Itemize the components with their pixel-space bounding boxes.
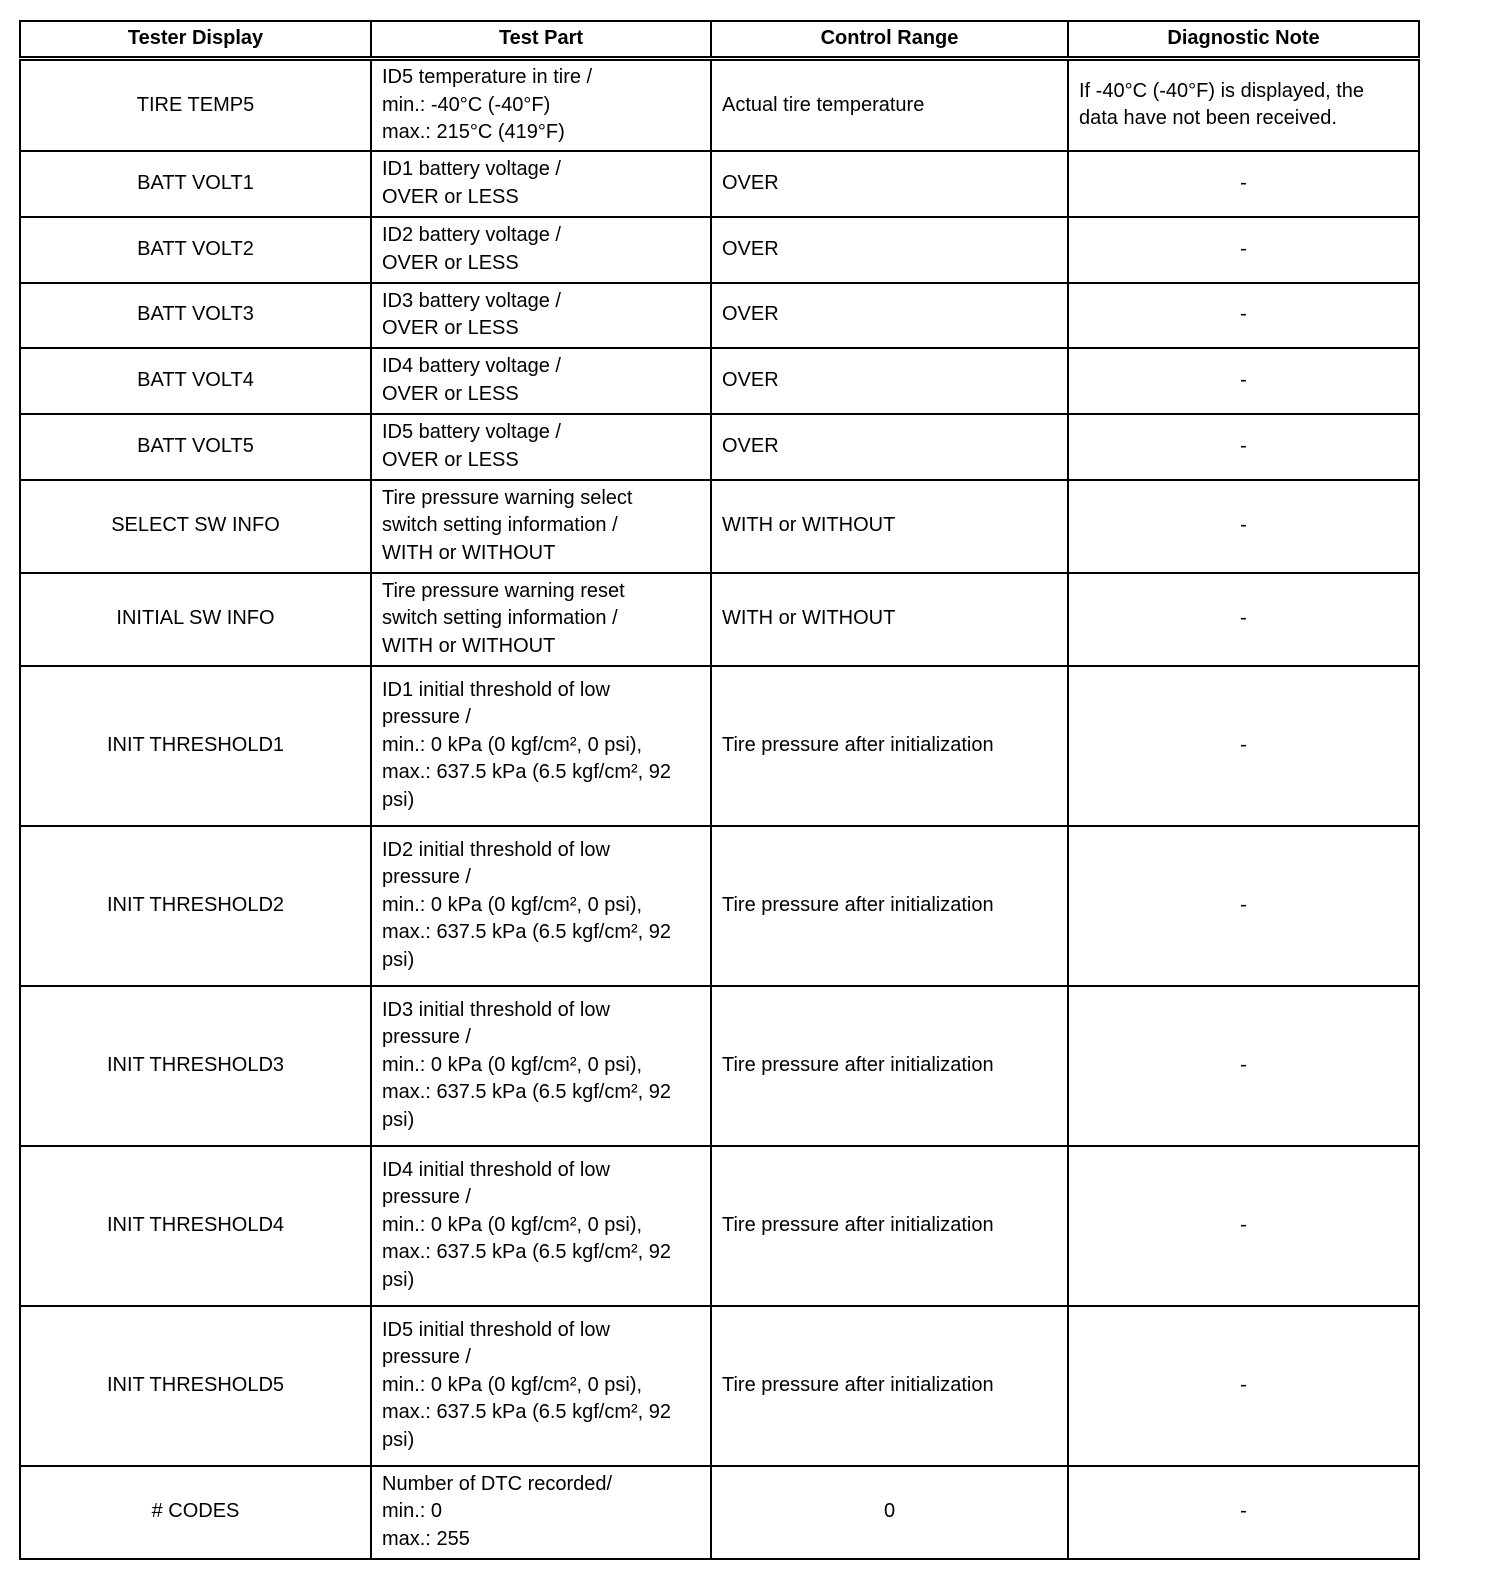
diagnostic-note-cell xyxy=(1068,480,1419,573)
test-part-line: max.: 637.5 kPa (6.5 kgf/cm², 92 xyxy=(382,1401,672,1424)
control-range-cell: WITH or WITHOUT xyxy=(711,480,1068,573)
tester-display-cell: INIT THRESHOLD4 xyxy=(20,1146,371,1306)
test-part-line: OVER or LESS xyxy=(382,382,519,405)
test-part-line: min.: 0 kPa (0 kgf/cm², 0 psi), xyxy=(382,893,643,916)
control-range-cell: OVER xyxy=(711,414,1068,480)
table-row xyxy=(20,1306,1419,1466)
test-part-cell xyxy=(371,414,711,480)
test-part-cell xyxy=(371,573,711,666)
diagnostic-note-line: - xyxy=(1240,733,1247,756)
test-part-line: max.: 215°C (419°F) xyxy=(382,121,565,143)
test-part-line: min.: 0 xyxy=(382,1500,443,1523)
test-part-line: switch setting information / xyxy=(382,514,618,537)
diagnostic-note-line: - xyxy=(1240,434,1247,457)
control-range-cell: OVER xyxy=(711,217,1068,283)
test-part-cell xyxy=(371,217,711,283)
test-part-line: Number of DTC recorded/ xyxy=(382,1472,613,1495)
header-control-range: Control Range xyxy=(711,21,1068,59)
table-row xyxy=(20,217,1419,283)
test-part-line: max.: 637.5 kPa (6.5 kgf/cm², 92 xyxy=(382,1241,672,1264)
diagnostic-note-line: - xyxy=(1240,607,1247,630)
test-part-line: ID3 initial threshold of low xyxy=(382,998,610,1021)
test-part-line: pressure / xyxy=(382,866,471,889)
tester-display-cell: INITIAL SW INFO xyxy=(20,573,371,666)
control-range-cell: OVER xyxy=(711,348,1068,414)
test-part-line: OVER or LESS xyxy=(382,251,519,274)
tester-display-cell: BATT VOLT5 xyxy=(20,414,371,480)
test-part-line: ID1 battery voltage / xyxy=(382,158,561,180)
diagnostic-note-cell xyxy=(1068,217,1419,283)
diagnostic-note-line: If -40°C (-40°F) is displayed, the xyxy=(1079,79,1364,102)
header-test-part: Test Part xyxy=(371,21,711,59)
tester-display-cell: BATT VOLT2 xyxy=(20,217,371,283)
test-part-line: min.: 0 kPa (0 kgf/cm², 0 psi), xyxy=(382,1053,643,1076)
control-range-cell: 0 xyxy=(711,1466,1068,1559)
diagnostic-note-line: - xyxy=(1240,171,1247,194)
diagnostic-note-cell xyxy=(1068,666,1419,826)
test-part-line: switch setting information / xyxy=(382,607,618,630)
tester-display-cell: TIRE TEMP5 xyxy=(20,59,371,151)
tester-display-cell: INIT THRESHOLD3 xyxy=(20,986,371,1146)
test-part-line: ID4 initial threshold of low xyxy=(382,1158,610,1181)
tester-display-cell: BATT VOLT1 xyxy=(20,151,371,217)
test-part-line: OVER or LESS xyxy=(382,185,519,208)
test-part-line: pressure / xyxy=(382,1346,471,1369)
test-part-line: psi) xyxy=(382,1428,415,1451)
test-part-cell xyxy=(371,283,711,348)
control-range-cell: Actual tire temperature xyxy=(711,59,1068,151)
table-row xyxy=(20,151,1419,217)
test-part-line: ID5 battery voltage / xyxy=(382,421,561,443)
test-part-line: min.: -40°C (-40°F) xyxy=(382,93,551,116)
table-row xyxy=(20,1466,1419,1559)
diagnostic-note-cell xyxy=(1068,151,1419,217)
tester-display-cell: INIT THRESHOLD5 xyxy=(20,1306,371,1466)
test-part-cell xyxy=(371,151,711,217)
tester-display-cell: BATT VOLT3 xyxy=(20,283,371,348)
header-tester-display: Tester Display xyxy=(20,21,371,59)
test-part-line: psi) xyxy=(382,1108,415,1131)
diagnostic-note-line: - xyxy=(1240,893,1247,916)
test-part-cell xyxy=(371,986,711,1146)
tester-display-cell: SELECT SW INFO xyxy=(20,480,371,573)
diagnostic-note-line: data have not been received. xyxy=(1079,107,1337,130)
diagnostic-note-line: - xyxy=(1240,1500,1247,1523)
test-part-cell xyxy=(371,826,711,986)
control-range-cell: OVER xyxy=(711,283,1068,348)
table-row xyxy=(20,666,1419,826)
header-diagnostic-note: Diagnostic Note xyxy=(1068,21,1419,59)
diagnostic-note-line: - xyxy=(1240,237,1247,260)
test-part-cell xyxy=(371,1146,711,1306)
test-part-line: ID2 battery voltage / xyxy=(382,224,561,246)
test-part-line: psi) xyxy=(382,948,415,971)
test-part-line: ID3 battery voltage / xyxy=(382,289,561,312)
test-part-line: WITH or WITHOUT xyxy=(382,541,556,564)
test-part-cell xyxy=(371,1466,711,1559)
test-part-line: pressure / xyxy=(382,1186,471,1209)
table-row xyxy=(20,986,1419,1146)
test-part-line: ID5 initial threshold of low xyxy=(382,1318,610,1341)
diagnostic-note-cell xyxy=(1068,1466,1419,1559)
tester-display-cell: INIT THRESHOLD1 xyxy=(20,666,371,826)
diagnostic-note-cell xyxy=(1068,986,1419,1146)
test-part-line: OVER or LESS xyxy=(382,317,519,339)
data-list-table xyxy=(19,20,1420,1560)
table-header-row xyxy=(20,21,1419,59)
test-part-line: min.: 0 kPa (0 kgf/cm², 0 psi), xyxy=(382,1213,643,1236)
table-row xyxy=(20,573,1419,666)
test-part-line: Tire pressure warning reset xyxy=(382,579,625,602)
diagnostic-note-cell xyxy=(1068,59,1419,151)
diagnostic-note-line: - xyxy=(1240,303,1247,326)
tester-display-cell: # CODES xyxy=(20,1466,371,1559)
test-part-line: ID5 temperature in tire / xyxy=(382,66,593,88)
test-part-line: min.: 0 kPa (0 kgf/cm², 0 psi), xyxy=(382,733,643,756)
control-range-cell: Tire pressure after initialization xyxy=(711,1146,1068,1306)
test-part-line: WITH or WITHOUT xyxy=(382,634,556,657)
test-part-line: max.: 637.5 kPa (6.5 kgf/cm², 92 xyxy=(382,921,672,944)
table-row xyxy=(20,283,1419,348)
test-part-cell xyxy=(371,480,711,573)
control-range-cell: WITH or WITHOUT xyxy=(711,573,1068,666)
test-part-cell xyxy=(371,1306,711,1466)
table-row xyxy=(20,59,1419,151)
test-part-line: pressure / xyxy=(382,1026,471,1049)
table-row xyxy=(20,480,1419,573)
diagnostic-note-line: - xyxy=(1240,1373,1247,1396)
table-row xyxy=(20,826,1419,986)
test-part-line: min.: 0 kPa (0 kgf/cm², 0 psi), xyxy=(382,1373,643,1396)
diagnostic-note-cell xyxy=(1068,283,1419,348)
tester-display-cell: BATT VOLT4 xyxy=(20,348,371,414)
test-part-line: max.: 255 xyxy=(382,1527,470,1550)
diagnostic-note-line: - xyxy=(1240,1213,1247,1236)
test-part-line: Tire pressure warning select xyxy=(382,486,633,509)
tester-display-cell: INIT THRESHOLD2 xyxy=(20,826,371,986)
table-row xyxy=(20,414,1419,480)
diagnostic-note-cell xyxy=(1068,1146,1419,1306)
diagnostic-note-cell xyxy=(1068,1306,1419,1466)
test-part-cell xyxy=(371,348,711,414)
control-range-cell: Tire pressure after initialization xyxy=(711,1306,1068,1466)
control-range-cell: Tire pressure after initialization xyxy=(711,986,1068,1146)
diagnostic-note-line: - xyxy=(1240,1053,1247,1076)
test-part-line: psi) xyxy=(382,1268,415,1291)
diagnostic-note-cell xyxy=(1068,826,1419,986)
test-part-cell xyxy=(371,666,711,826)
test-part-line: ID4 battery voltage / xyxy=(382,355,561,377)
control-range-cell: Tire pressure after initialization xyxy=(711,666,1068,826)
test-part-line: pressure / xyxy=(382,706,471,729)
control-range-cell: Tire pressure after initialization xyxy=(711,826,1068,986)
diagnostic-note-line: - xyxy=(1240,514,1247,537)
table-row xyxy=(20,348,1419,414)
test-part-line: ID2 initial threshold of low xyxy=(382,838,610,861)
test-part-line: OVER or LESS xyxy=(382,448,519,471)
test-part-cell xyxy=(371,59,711,151)
diagnostic-note-cell xyxy=(1068,414,1419,480)
test-part-line: max.: 637.5 kPa (6.5 kgf/cm², 92 xyxy=(382,1081,672,1104)
table-row xyxy=(20,1146,1419,1306)
test-part-line: psi) xyxy=(382,788,415,811)
test-part-line: ID1 initial threshold of low xyxy=(382,678,610,701)
control-range-cell: OVER xyxy=(711,151,1068,217)
test-part-line: max.: 637.5 kPa (6.5 kgf/cm², 92 xyxy=(382,761,672,784)
diagnostic-note-cell xyxy=(1068,573,1419,666)
diagnostic-note-cell xyxy=(1068,348,1419,414)
diagnostic-note-line: - xyxy=(1240,368,1247,391)
